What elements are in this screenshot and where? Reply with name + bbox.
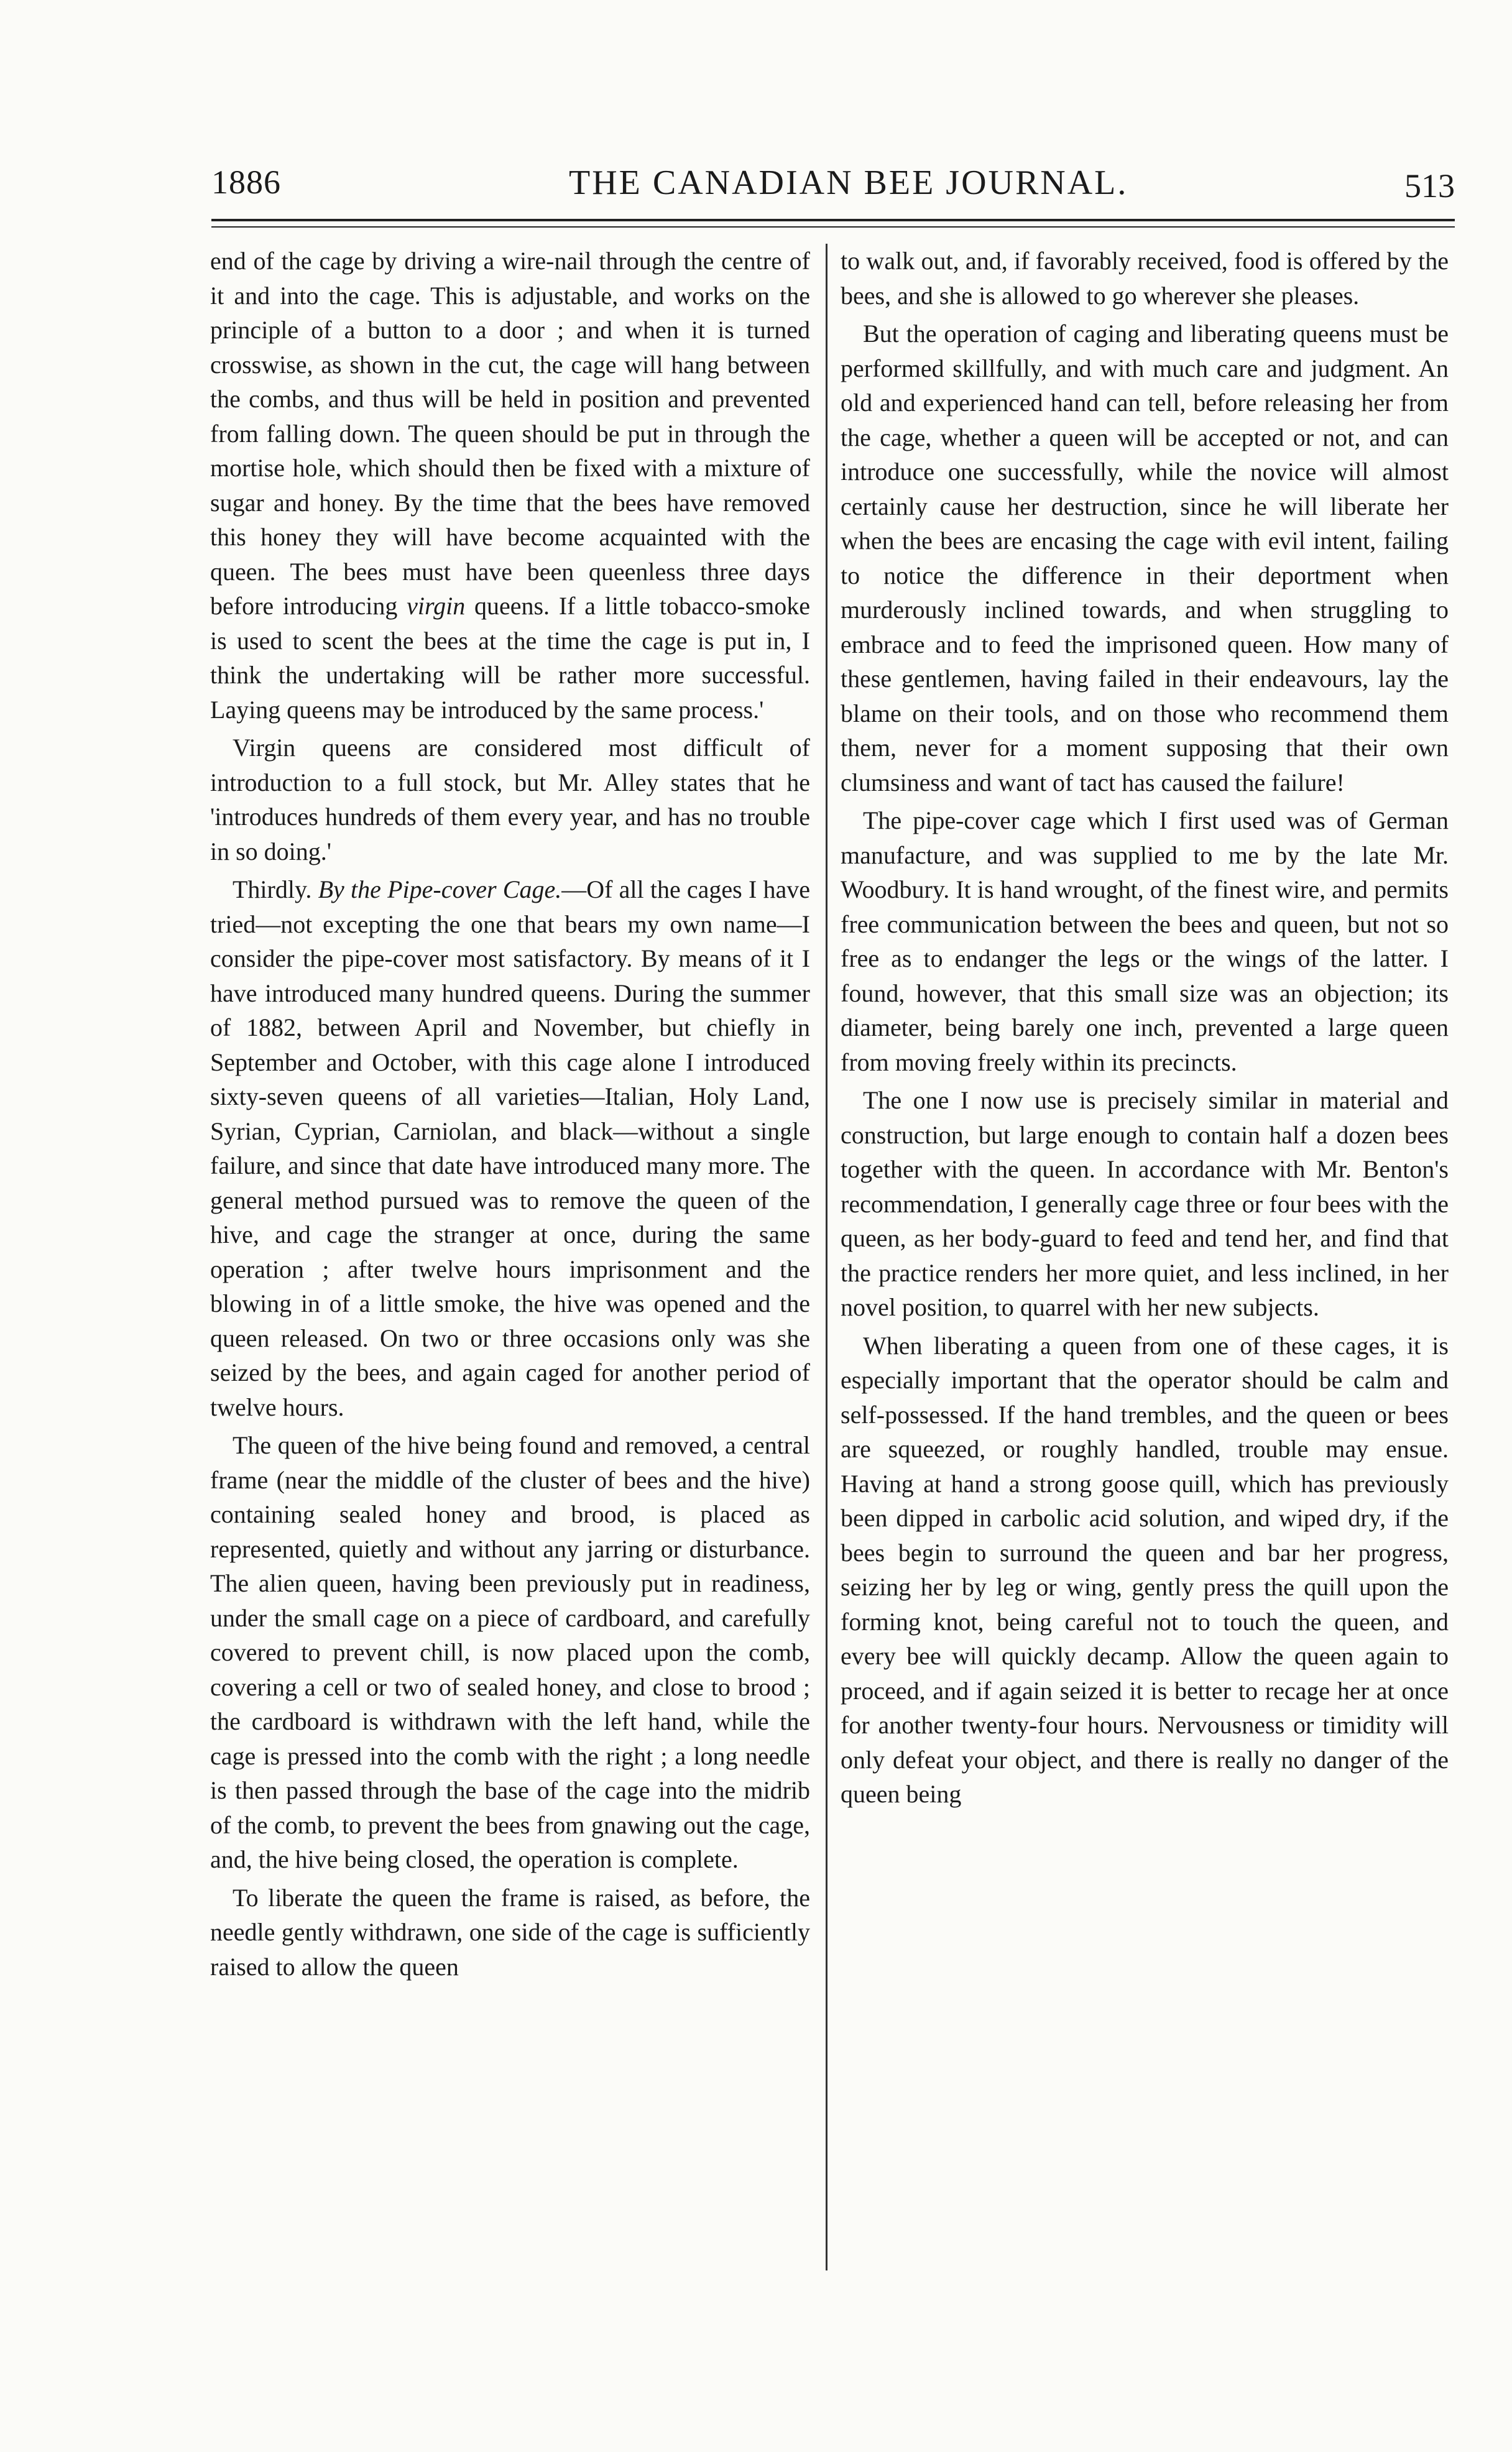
journal-title: THE CANADIAN BEE JOURNAL. bbox=[569, 164, 1128, 202]
left-paragraph-5: To liberate the queen the frame is raised, as before, the needle gently withdrawn, one side of the cage is sufficiently raised to allow the queen bbox=[210, 1883, 810, 1981]
left-column bbox=[210, 244, 810, 1984]
left-p1-text: end of the cage by driving a wire-nail through the centre of it and into the cage. This is adjustable, and works on the principle of a button to a door ; and when it is turned crosswise, as shown in the cut, the cage will hang between the combs, and thus will be held in position and prevented from falling down. The queen should be put in through the mortise hole, which should then be fixed with a mixture of sugar and honey. By the time that the bees have removed this honey they will have become acquainted with the queen. The bees must have been queenless three days before introducing bbox=[210, 247, 810, 620]
header-year: 1886 bbox=[211, 164, 281, 201]
left-p3-heading: By the Pipe-cover Cage. bbox=[318, 875, 562, 903]
right-paragraph-2: But the operation of caging and liberating queens must be performed skillfully, and with much care and judgment. An old and experienced hand can tell, before releasing her from the cage, whether a queen will be accepted or not, and can introduce one successfully, while the novice will almost certainly cause her destruction, since he will liberate her when the bees are encasing the cage with evil intent, failing to notice the difference in their deportment when murderously inclined towards, and when struggling to embrace and to feed the imprisoned queen. How many of these gentlemen, having failed in their endeavours, lay the blame on their tools, and on those who recommend them them, never for a moment supposing that their own clumsiness and want of tact has caused the failure! bbox=[841, 320, 1449, 796]
left-paragraph-2: Virgin queens are considered most difficult of introduction to a full stock, but Mr. Alley states that he 'introduces hundreds of them every year, and has no trouble in so doing.' bbox=[210, 734, 810, 865]
right-paragraph-1: to walk out, and, if favorably received, food is offered by the bees, and she is allowed to go wherever she pleases. bbox=[841, 247, 1449, 310]
right-paragraph-5: When liberating a queen from one of these cages, it is especially important that the operator should be calm and self-possessed. If the hand trembles, and the queen or bees are squeezed, or roughly handled, trouble may ensue. Having at hand a strong goose quill, which has previously been dipped in carbolic acid solution, and wiped dry, if the bees begin to surround the queen and bar her progress, seizing her by leg or wing, gently press the quill upon the forming knot, being careful not to touch the queen, and every bee will quickly decamp. Allow the queen again to proceed, and if again seized it is better to recage her at once for another twenty-four hours. Nervousness or timidity will only defeat your object, and there is really no danger of the queen being bbox=[841, 1331, 1449, 1808]
column-divider bbox=[826, 244, 827, 2270]
right-paragraph-4: The one I now use is precisely similar in material and construction, but large enough to contain half a dozen bees together with the queen. In accordance with Mr. Benton's recommendation, I generally cage three or four bees with the queen, as her body-guard to feed and tend her, and find that the practice renders her more quiet, and less inclined, in her novel position, to quarrel with her new subjects. bbox=[841, 1086, 1449, 1321]
left-p3-lead: Thirdly. bbox=[233, 875, 312, 903]
left-paragraph-3 bbox=[210, 872, 810, 1424]
running-header bbox=[211, 163, 1461, 213]
header-rule-thick bbox=[211, 219, 1455, 221]
right-paragraph-3: The pipe-cover cage which I first used was of German manufacture, and was supplied to me by the late Mr. Woodbury. It is hand wrought, of the finest wire, and permits free communication between the bees and queen, but not so free as to endanger the legs or the wings of the latter. I found, however, that this small size was an objection; its diameter, being barely one inch, prevented a large queen from moving freely within its precincts. bbox=[841, 806, 1449, 1076]
left-p3-text: —Of all the cages I have tried—not excepting the one that bears my own name—I consider the pipe-cover most satisfactory. By means of it I have introduced many hundred queens. During the summer of 1882, between April and November, but chiefly in September and October, with this cage alone I introduced sixty-seven queens of all varieties—Italian, Holy Land, Syrian, Cyprian, Carniolan, and black—without a single failure, and since that date have introduced many more. The general method pursued was to remove the queen of the hive, and cage the stranger at once, during the same operation ; after twelve hours imprisonment and the blowing in of a little smoke, the hive was opened and the queen released. On two or three occasions only was she seized by the bees, and again caged for another period of twelve hours. bbox=[210, 875, 810, 1421]
left-p1-end: queens. If a little tobacco-smoke is used to scent the bees at the time the cage is put in, I think the undertaking will be rather more successful. Laying queens may be introduced by the same process.' bbox=[210, 592, 811, 724]
left-paragraph-4: The queen of the hive being found and removed, a central frame (near the middle of the cluster of bees and the hive) containing sealed honey and brood, is placed as represented, quietly and without any jarring or disturbance. The alien queen, having been previously put in readiness, under the small cage on a piece of cardboard, and carefully covered to prevent chill, is now placed upon the comb, covering a cell or two of sealed honey, and close to brood ; the cardboard is withdrawn with the left hand, while the cage is pressed into the comb with the right ; a long needle is then passed through the base of the cage into the midrib of the comb, to prevent the bees from gnawing out the cage, and, the hive being closed, the operation is complete. bbox=[210, 1431, 810, 1873]
right-column bbox=[841, 244, 1449, 1812]
page-number: 513 bbox=[1404, 167, 1455, 205]
left-paragraph-1 bbox=[210, 244, 810, 727]
left-p1-emphasis: virgin bbox=[407, 592, 466, 620]
header-rule-thin bbox=[211, 226, 1455, 228]
